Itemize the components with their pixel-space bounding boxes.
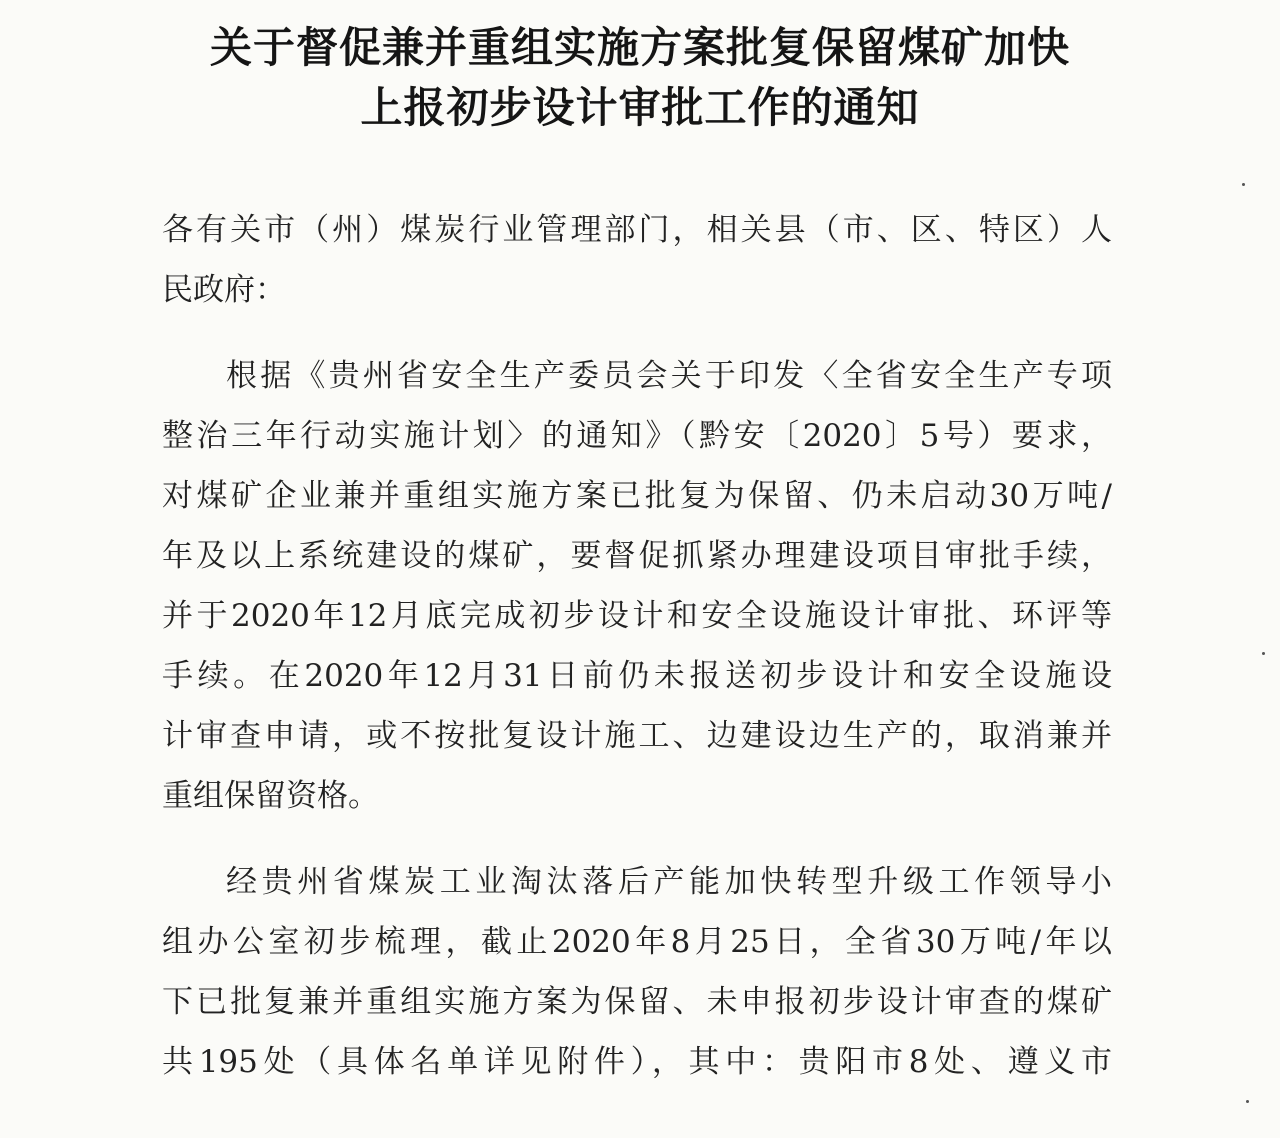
paragraph-2-line-2: 组办公室初步梳理，截止2020年8月25日，全省30万吨/年以 (162, 924, 1112, 960)
paragraph-1-line-4: 年及以上系统建设的煤矿，要督促抓紧办理建设项目审批手续， (162, 538, 1112, 574)
paragraph-1-line-2: 整治三年行动实施计划〉的通知》（黔安〔2020〕5号）要求， (162, 418, 1112, 454)
paragraph-1-line-6: 手续。在2020年12月31日前仍未报送初步设计和安全设施设 (162, 658, 1112, 694)
scan-speck (1246, 1100, 1249, 1103)
paragraph-1 (162, 346, 1112, 826)
paragraph-1-line-1: 根据《贵州省安全生产委员会关于印发〈全省安全生产专项 (226, 358, 1112, 394)
document-title (160, 18, 1120, 138)
salutation-line-2: 民政府： (162, 272, 286, 308)
salutation-line-1: 各有关市（州）煤炭行业管理部门，相关县（市、区、特区）人 (162, 212, 1112, 248)
scan-speck (1242, 183, 1245, 186)
paragraph-1-line-5: 并于2020年12月底完成初步设计和安全设施设计审批、环评等 (162, 598, 1112, 634)
paragraph-2-line-3: 下已批复兼并重组实施方案为保留、未申报初步设计审查的煤矿 (162, 984, 1112, 1020)
paragraph-1-line-3: 对煤矿企业兼并重组实施方案已批复为保留、仍未启动30万吨/ (162, 478, 1112, 514)
title-line-1: 关于督促兼并重组实施方案批复保留煤矿加快 (209, 23, 1070, 72)
paragraph-2 (162, 852, 1112, 1092)
paragraph-1-line-8: 重组保留资格。 (162, 778, 379, 814)
scan-speck (1262, 652, 1265, 655)
title-line-2: 上报初步设计审批工作的通知 (360, 83, 920, 132)
paragraph-2-line-1: 经贵州省煤炭工业淘汰落后产能加快转型升级工作领导小 (226, 864, 1112, 900)
salutation (162, 200, 1112, 320)
paragraph-1-line-7: 计审查申请，或不按批复设计施工、边建设边生产的，取消兼并 (162, 718, 1112, 754)
document-body (162, 200, 1112, 1092)
paragraph-2-line-4: 共195处（具体名单详见附件），其中：贵阳市8处、遵义市 (162, 1044, 1112, 1080)
